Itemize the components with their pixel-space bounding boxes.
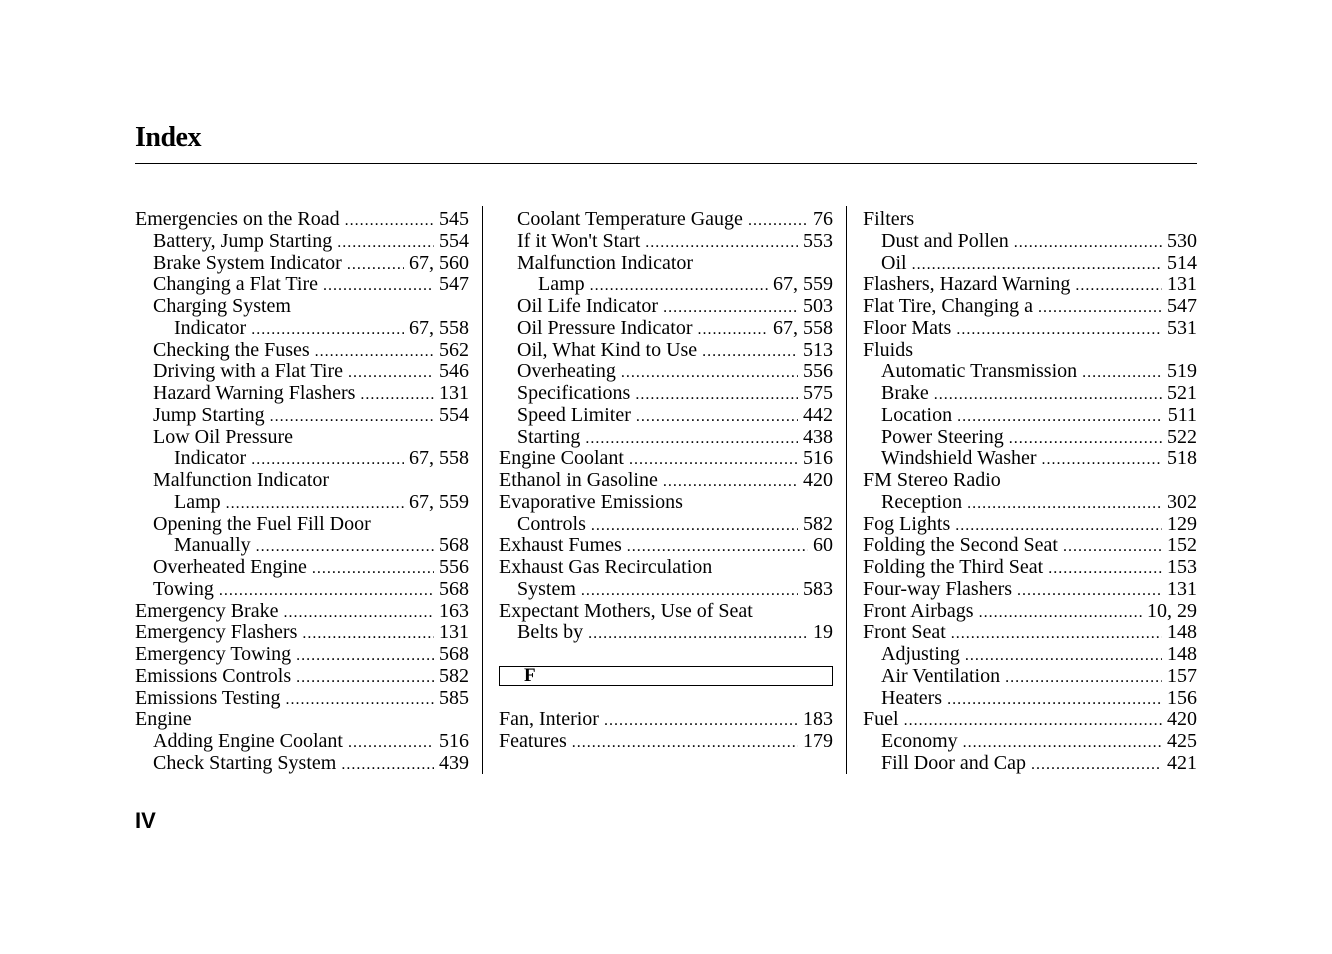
index-entry [135, 644, 469, 666]
entry-page: 582 [803, 513, 833, 535]
entry-page: 131 [1167, 274, 1197, 296]
entry-text: Adjusting [881, 644, 960, 665]
column-divider [846, 206, 847, 774]
index-entry [135, 361, 469, 383]
entry-text: Battery, Jump Starting [153, 230, 333, 252]
entry-text: Fill Door and Cap [881, 752, 1026, 774]
index-entry [499, 274, 833, 296]
entry-text: Indicator [174, 448, 247, 470]
entry-text: Location [881, 404, 953, 426]
dot-leader [1005, 667, 1162, 688]
dot-leader [629, 449, 798, 470]
dot-leader [283, 602, 434, 623]
entry-text: Oil Life Indicator [517, 296, 659, 317]
index-entry [135, 579, 469, 601]
index-entry [499, 405, 833, 427]
entry-text: Air Ventilation [881, 665, 1001, 687]
entry-page: 19 [813, 622, 833, 644]
dot-leader [360, 384, 434, 405]
entry-text: Coolant Temperature Gauge [517, 209, 743, 230]
entry-text: Specifications [517, 383, 631, 404]
index-entry [499, 448, 833, 470]
entry-text: Controls [517, 513, 586, 535]
dot-leader [912, 254, 1162, 275]
entry-text: Folding the Second Seat [863, 535, 1058, 557]
entry-text: Automatic Transmission [881, 361, 1078, 383]
index-entry [863, 405, 1197, 427]
dot-leader [904, 710, 1162, 731]
entry-page: 513 [803, 339, 833, 361]
dot-leader [588, 623, 808, 644]
entry-text: If it Won't Start [517, 230, 641, 252]
entry-page: 516 [803, 448, 833, 470]
index-entry [863, 535, 1197, 557]
entry-text: Folding the Third Seat [863, 557, 1044, 578]
index-entry [863, 296, 1197, 318]
entry-page: 547 [439, 274, 469, 296]
entry-page: 553 [803, 230, 833, 252]
entry-text: Expectant Mothers, Use of Seat [499, 600, 753, 622]
title-rule [135, 163, 1197, 164]
entry-text: Malfunction Indicator [517, 252, 694, 274]
entry-text: Flashers, Hazard Warning [863, 274, 1071, 296]
entry-text: Lamp [538, 274, 585, 296]
index-entry [863, 731, 1197, 753]
entry-page: 511 [1167, 404, 1197, 426]
entry-text: System [517, 578, 576, 600]
entry-text: Fan, Interior [499, 708, 599, 730]
dot-leader [635, 384, 798, 405]
index-entry [135, 731, 469, 753]
entry-text: Emergency Brake [135, 600, 279, 622]
index-entry [499, 579, 833, 601]
entry-text: Engine [135, 709, 192, 731]
entry-page: 60 [813, 535, 833, 557]
entry-text: Emergencies on the Road [135, 209, 340, 230]
entry-text: Windshield Washer [881, 448, 1037, 470]
entry-text: Low Oil Pressure [153, 426, 293, 448]
index-entry [135, 753, 469, 775]
entry-page: 519 [1167, 361, 1197, 383]
index-entry [135, 318, 469, 340]
index-entry [863, 340, 1197, 362]
dot-leader [270, 406, 434, 427]
index-entry [863, 492, 1197, 514]
dot-leader [965, 645, 1162, 666]
dot-leader [1042, 449, 1162, 470]
entry-text: Checking the Fuses [153, 339, 310, 361]
entry-text: Brake [881, 383, 929, 404]
index-entry [135, 448, 469, 470]
dot-leader [348, 362, 434, 383]
entry-page: 67, 558 [409, 448, 469, 470]
index-entry [499, 709, 833, 731]
index-entry [863, 666, 1197, 688]
entry-text: Starting [517, 426, 581, 448]
entry-text: Ethanol in Gasoline [499, 470, 658, 491]
dot-leader [226, 493, 404, 514]
entry-page: 521 [1167, 383, 1197, 404]
entry-text: Front Airbags [863, 600, 974, 622]
entry-text: Driving with a Flat Tire [153, 361, 344, 383]
dot-leader [1014, 232, 1162, 253]
index-entry [863, 622, 1197, 644]
entry-text: Dust and Pollen [881, 230, 1009, 252]
dot-leader [296, 645, 434, 666]
index-entry [863, 361, 1197, 383]
dot-leader [348, 732, 434, 753]
entry-page: 518 [1167, 448, 1197, 470]
entry-page: 516 [439, 731, 469, 752]
entry-page: 153 [1167, 557, 1197, 578]
entry-page: 568 [439, 578, 469, 600]
index-entry [863, 383, 1197, 405]
index-entry [863, 753, 1197, 775]
entry-text: Fluids [863, 339, 914, 361]
index-entry [863, 470, 1197, 492]
entry-page: 568 [439, 535, 469, 557]
entry-text: Emergency Flashers [135, 622, 298, 644]
entry-page: 131 [439, 622, 469, 644]
index-entry [499, 535, 833, 557]
dot-leader [581, 580, 798, 601]
index-entry [135, 492, 469, 514]
entry-page: 420 [803, 470, 833, 491]
entry-text: Oil, What Kind to Use [517, 339, 698, 361]
index-entry [499, 601, 833, 623]
entry-text: Jump Starting [153, 404, 265, 426]
entry-text: Overheated Engine [153, 557, 307, 578]
entry-page: 76 [813, 209, 833, 230]
entry-page: 554 [439, 230, 469, 252]
entry-page: 547 [1167, 296, 1197, 317]
dot-leader [341, 754, 434, 775]
dot-leader [347, 254, 404, 275]
index-entry [863, 644, 1197, 666]
entry-page: 545 [439, 209, 469, 230]
entry-page: 67, 560 [409, 252, 469, 274]
index-entry [863, 514, 1197, 536]
dot-leader [645, 232, 798, 253]
entry-page: 522 [1167, 426, 1197, 448]
index-column-3 [863, 209, 1197, 775]
dot-leader [315, 341, 434, 362]
page-title: Index [135, 122, 201, 153]
dot-leader [934, 384, 1162, 405]
entry-page: 546 [439, 361, 469, 383]
index-entry [863, 274, 1197, 296]
index-entry [863, 318, 1197, 340]
entry-text: Exhaust Fumes [499, 535, 622, 557]
entry-page: 157 [1167, 665, 1197, 687]
index-entry [135, 209, 469, 231]
dot-leader [627, 536, 808, 557]
index-entry [863, 601, 1197, 623]
index-entry [135, 709, 469, 731]
entry-text: Hazard Warning Flashers [153, 383, 356, 404]
dot-leader [1048, 558, 1162, 579]
index-entry [863, 709, 1197, 731]
entry-page: 129 [1167, 513, 1197, 535]
entry-text: Emissions Controls [135, 665, 292, 687]
entry-page: 67, 559 [773, 274, 833, 296]
dot-leader [1031, 754, 1162, 775]
entry-text: Emergency Towing [135, 644, 292, 665]
entry-page: 131 [439, 383, 469, 404]
entry-page: 131 [1167, 578, 1197, 600]
entry-text: Emissions Testing [135, 687, 281, 709]
entry-text: Changing a Flat Tire [153, 274, 319, 296]
dot-leader [956, 319, 1162, 340]
dot-leader [951, 623, 1162, 644]
index-entry [863, 231, 1197, 253]
index-entry [499, 470, 833, 492]
entry-page: 179 [803, 730, 833, 752]
entry-page: 582 [439, 665, 469, 687]
dot-leader [1075, 275, 1162, 296]
index-column-2 [499, 209, 833, 752]
dot-leader [312, 558, 434, 579]
entry-page: 556 [439, 557, 469, 578]
index-entry [135, 340, 469, 362]
dot-leader [219, 580, 434, 601]
index-entry [499, 340, 833, 362]
entry-page: 554 [439, 404, 469, 426]
entry-text: Belts by [517, 622, 584, 644]
index-entry [135, 688, 469, 710]
entry-text: Charging System [153, 296, 291, 317]
entry-text: Speed Limiter [517, 404, 631, 426]
entry-page: 514 [1167, 252, 1197, 274]
dot-leader [967, 493, 1162, 514]
entry-text: Heaters [881, 687, 943, 709]
entry-text: Engine Coolant [499, 448, 624, 470]
entry-page: 421 [1167, 752, 1197, 774]
entry-page: 503 [803, 296, 833, 317]
entry-text: Indicator [174, 317, 247, 339]
dot-leader [604, 710, 798, 731]
entry-page: 148 [1167, 622, 1197, 644]
section-letter-box: F [499, 666, 833, 686]
entry-page: 531 [1167, 317, 1197, 339]
index-entry [499, 383, 833, 405]
entry-page: 302 [1167, 491, 1197, 513]
index-entry [863, 688, 1197, 710]
entry-page: 148 [1167, 644, 1197, 665]
entry-page: 67, 559 [409, 491, 469, 513]
entry-text: Brake System Indicator [153, 252, 342, 274]
index-entry [135, 383, 469, 405]
entry-text: Oil [881, 252, 907, 274]
dot-leader [1017, 580, 1162, 601]
dot-leader [979, 602, 1142, 623]
column-divider [482, 206, 483, 774]
index-entry [499, 296, 833, 318]
index-entry [499, 209, 833, 231]
index-entry [499, 557, 833, 579]
entry-text: Overheating [517, 361, 616, 383]
index-entry [135, 427, 469, 449]
index-entry [499, 253, 833, 275]
dot-leader [957, 406, 1163, 427]
dot-leader [663, 471, 798, 492]
index-entry [863, 427, 1197, 449]
dot-leader [251, 449, 404, 470]
entry-text: Manually [174, 535, 251, 557]
index-entry [863, 579, 1197, 601]
index-entry [499, 361, 833, 383]
dot-leader [345, 210, 434, 231]
entry-page: 425 [1167, 731, 1197, 752]
dot-leader [1009, 428, 1162, 449]
entry-page: 442 [803, 404, 833, 426]
entry-page: 10, 29 [1147, 600, 1197, 622]
entry-page: 568 [439, 644, 469, 665]
entry-text: Flat Tire, Changing a [863, 296, 1034, 317]
index-entry [499, 622, 833, 644]
dot-leader [947, 689, 1162, 710]
index-entry [135, 601, 469, 623]
dot-leader [337, 232, 434, 253]
entry-page: 67, 558 [773, 317, 833, 339]
index-entry [499, 231, 833, 253]
index-entry [135, 666, 469, 688]
dot-leader [572, 732, 798, 753]
dot-leader [636, 406, 798, 427]
entry-text: Features [499, 730, 567, 752]
index-entry [135, 557, 469, 579]
index-entry [135, 296, 469, 318]
entry-page: 67, 558 [409, 317, 469, 339]
entry-page: 420 [1167, 709, 1197, 731]
entry-text: Power Steering [881, 426, 1004, 448]
entry-page: 562 [439, 339, 469, 361]
index-entry [863, 448, 1197, 470]
entry-text: Floor Mats [863, 317, 952, 339]
index-entry [499, 731, 833, 753]
dot-leader [323, 275, 434, 296]
index-entry [135, 622, 469, 644]
dot-leader [1082, 362, 1162, 383]
index-entry [135, 274, 469, 296]
entry-text: Economy [881, 731, 958, 752]
index-entry [499, 318, 833, 340]
entry-text: Filters [863, 209, 915, 230]
dot-leader [585, 428, 798, 449]
index-entry [135, 253, 469, 275]
entry-text: Front Seat [863, 622, 946, 644]
dot-leader [296, 667, 434, 688]
index-entry [135, 405, 469, 427]
entry-page: 556 [803, 361, 833, 383]
entry-text: Malfunction Indicator [153, 470, 330, 491]
entry-page: 585 [439, 687, 469, 709]
index-entry [135, 514, 469, 536]
entry-page: 439 [439, 752, 469, 774]
dot-leader [663, 297, 798, 318]
dot-leader [285, 689, 434, 710]
index-entry [135, 470, 469, 492]
entry-text: Lamp [174, 491, 221, 513]
entry-page: 575 [803, 383, 833, 404]
entry-text: Check Starting System [153, 752, 337, 774]
index-entry [863, 557, 1197, 579]
entry-text: Towing [153, 578, 214, 600]
section-spacer [499, 644, 833, 666]
entry-text: Exhaust Gas Recirculation [499, 557, 713, 578]
dot-leader [963, 732, 1162, 753]
dot-leader [1038, 297, 1162, 318]
dot-leader [748, 210, 808, 231]
entry-text: Fuel [863, 709, 899, 731]
index-entry [135, 231, 469, 253]
entry-text: Evaporative Emissions [499, 491, 683, 513]
dot-leader [621, 362, 798, 383]
index-column-1 [135, 209, 469, 775]
entry-text: Adding Engine Coolant [153, 731, 343, 752]
entry-text: Reception [881, 491, 963, 513]
index-entry [863, 253, 1197, 275]
entry-text: Fog Lights [863, 513, 951, 535]
index-entry [499, 514, 833, 536]
entry-page: 438 [803, 426, 833, 448]
dot-leader [591, 515, 798, 536]
index-entry [499, 492, 833, 514]
dot-leader [955, 515, 1162, 536]
dot-leader [1063, 536, 1162, 557]
dot-leader [251, 319, 404, 340]
index-entry [135, 535, 469, 557]
entry-page: 583 [803, 578, 833, 600]
dot-leader [590, 275, 768, 296]
index-entry [863, 209, 1197, 231]
entry-text: Oil Pressure Indicator [517, 317, 693, 339]
dot-leader [698, 319, 768, 340]
entry-text: Four-way Flashers [863, 578, 1013, 600]
dot-leader [702, 341, 798, 362]
entry-text: Opening the Fuel Fill Door [153, 513, 371, 535]
entry-text: FM Stereo Radio [863, 470, 1001, 491]
dot-leader [256, 536, 434, 557]
entry-page: 152 [1167, 535, 1197, 557]
entry-page: 156 [1167, 687, 1197, 709]
page-number: IV [135, 808, 156, 833]
entry-page: 183 [803, 708, 833, 730]
entry-page: 163 [439, 600, 469, 622]
dot-leader [302, 623, 434, 644]
index-entry [499, 427, 833, 449]
entry-page: 530 [1167, 230, 1197, 252]
